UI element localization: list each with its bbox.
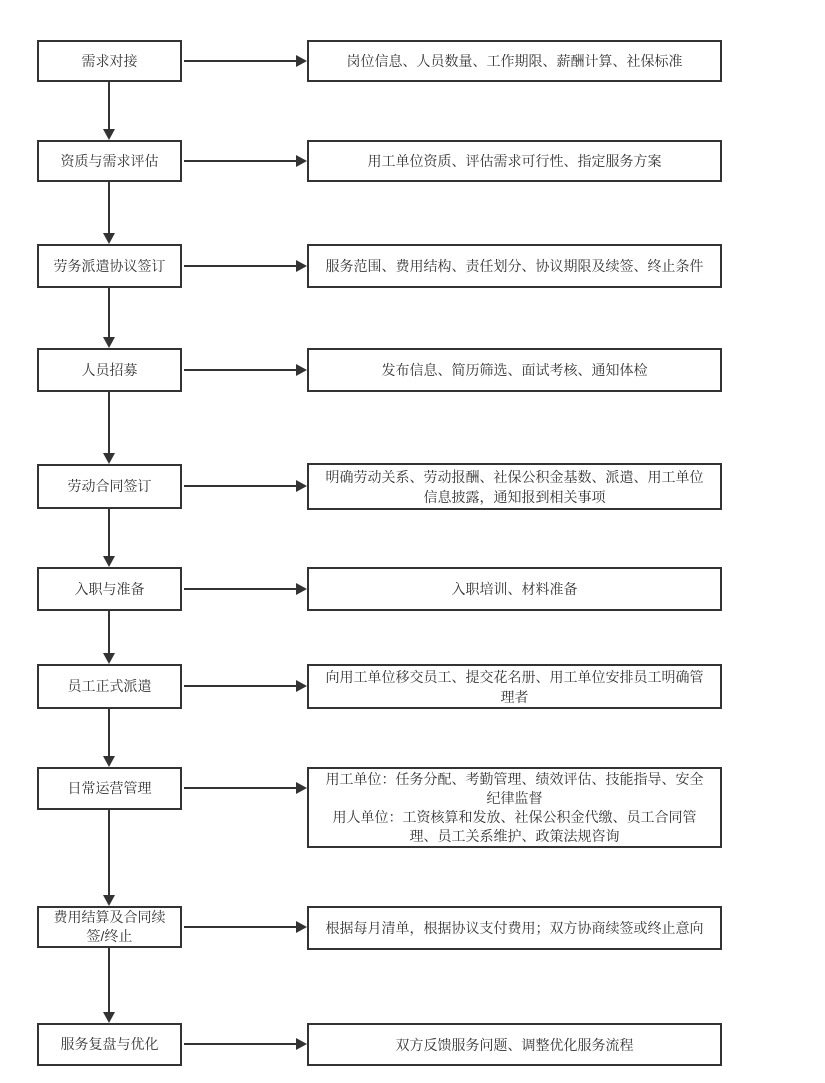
arrow-down-line-4 (108, 392, 110, 453)
arrow-down-head-icon-1 (103, 129, 115, 140)
arrow-right-line-9 (184, 926, 296, 928)
detail-box-7: 向用工单位移交员工、提交花名册、用工单位安排员工明确管理者 (307, 664, 722, 709)
arrow-down-head-icon-8 (103, 895, 115, 906)
arrow-right-line-8 (184, 787, 296, 789)
detail-box-10: 双方反馈服务问题、调整优化服务流程 (307, 1023, 722, 1066)
arrow-down-line-1 (108, 82, 110, 129)
step-box-8: 日常运营管理 (37, 767, 182, 810)
arrow-right-line-10 (184, 1043, 296, 1045)
arrow-right-head-icon-10 (296, 1038, 307, 1050)
detail-box-9: 根据每月清单，根据协议支付费用；双方协商续签或终止意向 (307, 906, 722, 950)
arrow-down-head-icon-4 (103, 453, 115, 464)
arrow-down-line-9 (108, 948, 110, 1012)
arrow-right-line-3 (184, 265, 296, 267)
arrow-down-line-5 (108, 509, 110, 556)
arrow-right-line-5 (184, 485, 296, 487)
arrow-right-line-2 (184, 160, 296, 162)
arrow-right-line-1 (184, 60, 296, 62)
step-box-4: 人员招募 (37, 348, 182, 392)
arrow-right-line-4 (184, 369, 296, 371)
arrow-right-head-icon-5 (296, 480, 307, 492)
detail-box-8 (307, 767, 722, 848)
arrow-right-line-7 (184, 685, 296, 687)
arrow-right-head-icon-4 (296, 364, 307, 376)
step-box-7: 员工正式派遣 (37, 664, 182, 709)
arrow-down-head-icon-7 (103, 756, 115, 767)
detail-line-employing-unit: 用工单位：任务分配、考勤管理、绩效评估、技能指导、安全纪律监督 (325, 770, 704, 806)
arrow-down-line-7 (108, 709, 110, 756)
arrow-right-head-icon-8 (296, 782, 307, 794)
arrow-right-head-icon-9 (296, 921, 307, 933)
detail-box-5: 明确劳动关系、劳动报酬、社保公积金基数、派遣、用工单位信息披露，通知报到相关事项 (307, 463, 722, 510)
detail-line-employer-unit: 用人单位：工资核算和发放、社保公积金代缴、员工合同管理、员工关系维护、政策法规咨询 (332, 808, 697, 844)
arrow-down-line-2 (108, 182, 110, 233)
arrow-right-head-icon-7 (296, 680, 307, 692)
step-box-5: 劳动合同签订 (37, 464, 182, 509)
step-box-6: 入职与准备 (37, 567, 182, 611)
step-box-9: 费用结算及合同续签/终止 (37, 906, 182, 948)
arrow-right-line-6 (184, 588, 296, 590)
arrow-down-head-icon-5 (103, 556, 115, 567)
detail-box-6: 入职培训、材料准备 (307, 567, 722, 611)
arrow-down-head-icon-9 (103, 1012, 115, 1023)
detail-box-2: 用工单位资质、评估需求可行性、指定服务方案 (307, 140, 722, 182)
step-box-3: 劳务派遣协议签订 (37, 244, 182, 288)
arrow-right-head-icon-1 (296, 55, 307, 67)
step-box-2: 资质与需求评估 (37, 140, 182, 182)
detail-box-1: 岗位信息、人员数量、工作期限、薪酬计算、社保标准 (307, 40, 722, 82)
arrow-right-head-icon-6 (296, 583, 307, 595)
arrow-down-line-3 (108, 288, 110, 337)
arrow-down-line-6 (108, 611, 110, 653)
arrow-down-head-icon-2 (103, 233, 115, 244)
arrow-down-head-icon-6 (103, 653, 115, 664)
step-box-10: 服务复盘与优化 (37, 1023, 182, 1066)
arrow-down-line-8 (108, 810, 110, 895)
arrow-down-head-icon-3 (103, 337, 115, 348)
detail-box-4: 发布信息、简历筛选、面试考核、通知体检 (307, 348, 722, 392)
detail-box-3: 服务范围、费用结构、责任划分、协议期限及续签、终止条件 (307, 244, 722, 288)
arrow-right-head-icon-3 (296, 260, 307, 272)
step-box-1: 需求对接 (37, 40, 182, 82)
arrow-right-head-icon-2 (296, 155, 307, 167)
